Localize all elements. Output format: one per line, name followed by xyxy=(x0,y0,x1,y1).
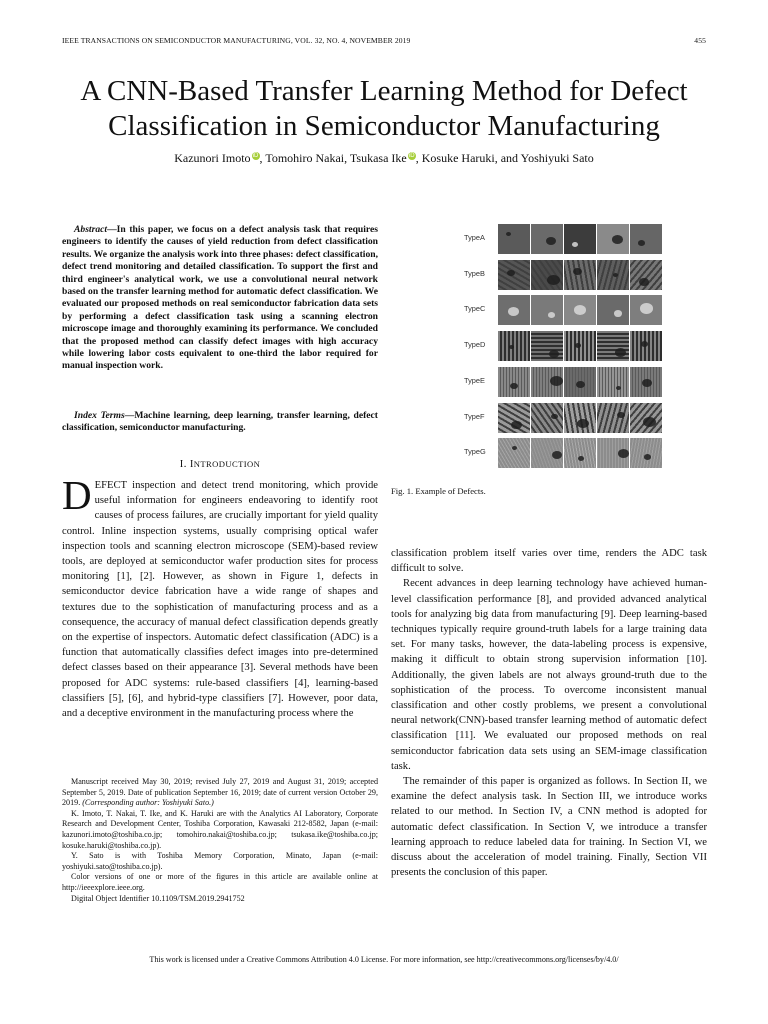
figure-row xyxy=(464,224,664,254)
defect-spot xyxy=(510,383,518,389)
footnote-dates: Manuscript received May 30, 2019; revised July 27, 2019 and August 31, 2019; accepted September 5, 2019. Date of publication September 16, 2019; date of current version October 29, 2019. xyxy=(62,777,378,808)
abstract-text: —In this paper, we focus on a defect analysis task that requires engineers to identify the causes of yield reduction from defect classification results. We organize the analysis work into three phases: defect classification, defect trend monitoring and detailed classification. To support the first and third engineer's analytical work, we use a convolutional neural network based on the transfer learning method for automatic defect classification. We evaluated our proposed methods on real semiconductor fabrication data sets by performing a defect classification task using a scanning electron microscope image and thoroughly examining its performance. We concluded that the proposed method can classify defect images with high accuracy while lowering labor costs equivalent to one-third the labor required for manual inspection work. xyxy=(62,224,378,372)
defect-image-tile xyxy=(630,260,662,290)
intro-paragraph xyxy=(62,472,378,721)
figure-tiles xyxy=(498,295,662,325)
defect-spot xyxy=(512,446,517,450)
defect-image-tile xyxy=(630,367,662,397)
defect-spot xyxy=(552,451,562,459)
defect-image-tile xyxy=(531,403,563,433)
defect-image-tile xyxy=(597,260,629,290)
index-terms-paragraph xyxy=(62,410,378,435)
defect-spot xyxy=(644,454,651,460)
defect-spot xyxy=(575,343,581,348)
orcid-icon[interactable]: iD xyxy=(252,153,259,159)
abstract xyxy=(62,224,378,373)
defect-image-tile xyxy=(630,224,662,254)
section-title-rest: NTRODUCTION xyxy=(193,459,261,469)
defect-image-tile xyxy=(531,331,563,361)
intro-first-word: EFECT xyxy=(94,480,127,491)
figure-row xyxy=(464,331,664,361)
paper-title xyxy=(40,74,728,144)
figure-row-label: TypeF xyxy=(464,411,485,421)
defect-spot xyxy=(550,376,563,386)
defect-spot xyxy=(509,345,514,349)
defect-spot xyxy=(577,419,589,429)
figure-row-label: TypeC xyxy=(464,304,486,314)
defect-spot xyxy=(643,417,656,427)
figure-row-label: TypeD xyxy=(464,340,486,350)
abstract-paragraph xyxy=(62,224,378,373)
defect-image-tile xyxy=(498,295,530,325)
section-title-first: I xyxy=(189,459,194,470)
defect-image-tile xyxy=(531,224,563,254)
defect-spot xyxy=(612,235,623,244)
drop-cap: D xyxy=(62,472,92,518)
figure-tiles xyxy=(498,438,662,468)
defect-image-tile xyxy=(498,331,530,361)
index-terms-text: —Machine learning, deep learning, transfer learning, defect classification, semiconductor manufacturing. xyxy=(62,410,378,434)
figure-tiles xyxy=(498,367,662,397)
defect-image-tile xyxy=(597,438,629,468)
figure-row xyxy=(464,260,664,290)
defect-image-tile xyxy=(564,438,596,468)
defect-spot xyxy=(642,379,652,387)
defect-image-tile xyxy=(630,438,662,468)
figure-defect-examples xyxy=(464,224,664,474)
defect-spot xyxy=(507,270,515,276)
defect-spot xyxy=(639,278,649,286)
defect-image-tile xyxy=(498,224,530,254)
footnote-affiliation: K. Imoto, T. Nakai, T. Ike, and K. Haruki are with the Analytics AI Laboratory, Corporate Research and Development Center, Toshiba Corporation, Kawasaki 212-8582, Japan (e-mail: kazunori.imoto@toshiba.co.jp; tomohiro.nakai@toshiba.co.jp; tsukasa.ike@toshiba.co.jp; kosuke.haruki@toshiba.co.jp). xyxy=(62,808,378,850)
running-header xyxy=(62,36,706,48)
figure-row-label: TypeE xyxy=(464,375,485,385)
figure-tiles xyxy=(498,224,662,254)
footnote-manuscript xyxy=(62,777,378,809)
defect-image-tile xyxy=(630,403,662,433)
defect-spot xyxy=(508,307,519,316)
defect-spot xyxy=(549,350,559,358)
author-imoto: Kazunori Imoto xyxy=(174,151,251,165)
section-heading-introduction xyxy=(62,459,378,470)
defect-spot xyxy=(618,449,629,458)
defect-image-tile xyxy=(564,403,596,433)
defect-image-tile xyxy=(531,260,563,290)
license-line: This work is licensed under a Creative Commons Attribution 4.0 License. For more information, see http://creativecommons.org/licenses/by/4.0/ xyxy=(149,955,619,964)
page-number: 455 xyxy=(694,36,706,45)
intro-text: inspection and detect trend monitoring, which provide useful information for engineers endeavoring to identify root causes of process failures, are crucially important for yield quality control. Inline inspection systems, usually comprising optical wafer inspection tools and scanning electron microscope (SEM)-based review tools, are deployed at semiconductor wafer production sites for process monitoring [1], [2]. However, as shown in Figure 1, defects in semiconductor device fabrication have a wide range of shapes and textures due to the sophistication of manufacturing process and as a consequence, the accuracy of manual defect classification depends greatly on the expertise of inspectors. Automatic defect classification (ADC) is a function that automatically classifies defect images into pre-determined defect classes based on their appearance [3]. Several methods have been proposed for ADC systems: rule-based classifiers [4], learning-based classifiers [5], [6], and hybrid-type classifiers [7]. However, poor data, and a deceptive environment in the manufacturing process where the xyxy=(62,480,378,720)
defect-image-tile xyxy=(498,403,530,433)
defect-spot xyxy=(638,240,645,246)
abstract-label: Abstract xyxy=(74,224,108,235)
title-line-1: A CNN-Based Transfer Learning Method for Defect xyxy=(80,75,688,107)
defect-image-tile xyxy=(630,331,662,361)
figure-row xyxy=(464,438,664,468)
defect-image-tile xyxy=(597,295,629,325)
defect-image-tile xyxy=(597,403,629,433)
paragraph-continuation: classification problem itself varies over time, renders the ADC task difficult to solve. xyxy=(391,548,707,575)
defect-spot xyxy=(547,275,560,285)
journal-line: IEEE TRANSACTIONS ON SEMICONDUCTOR MANUFACTURING, VOL. 32, NO. 4, NOVEMBER 2019 xyxy=(62,36,411,45)
footnotes xyxy=(62,777,378,904)
index-terms xyxy=(62,410,378,435)
defect-spot xyxy=(576,381,585,388)
defect-image-tile xyxy=(564,295,596,325)
defect-image-tile xyxy=(498,260,530,290)
footnote-color: Color versions of one or more of the figures in this article are available online at http://ieeexplore.ieee.org. xyxy=(62,872,378,892)
defect-spot xyxy=(614,310,622,316)
figure-row xyxy=(464,367,664,397)
defect-image-tile xyxy=(597,367,629,397)
figure-tiles xyxy=(498,331,662,361)
figure-row-label: TypeG xyxy=(464,447,486,457)
title-line-2: Classification in Semiconductor Manufacturing xyxy=(108,110,660,142)
introduction-body xyxy=(62,472,378,721)
defect-spot xyxy=(506,232,511,236)
author-list xyxy=(40,150,728,166)
figure-row-label: TypeA xyxy=(464,233,485,242)
paragraph-organization: The remainder of this paper is organized as follows. In Section II, we examine the defect analysis task. In Section III, we introduce works related to our method. In Section IV, a CNN method is adopted for automatic defect classification. In Section V, we introduce a transfer learning approach to reduce labeled data for training. In Section VI, we discuss about the acceleration of model training. Finally, Section VII presents the conclusion of this paper. xyxy=(391,776,707,879)
defect-spot xyxy=(616,386,621,390)
footnote-sato: Y. Sato is with Toshiba Memory Corporation, Minato, Japan (e-mail: yoshiyuki.sato@toshiba.co.jp). xyxy=(62,851,378,871)
defect-spot xyxy=(572,242,578,247)
defect-image-tile xyxy=(531,295,563,325)
defect-image-tile xyxy=(564,224,596,254)
defect-image-tile xyxy=(597,331,629,361)
figure-row xyxy=(464,403,664,433)
defect-spot xyxy=(574,305,586,315)
section-number: I. xyxy=(179,459,190,470)
defect-image-tile xyxy=(498,438,530,468)
defect-spot xyxy=(573,268,582,275)
defect-spot xyxy=(640,303,653,313)
defect-spot xyxy=(546,237,556,245)
defect-spot xyxy=(548,312,555,318)
defect-spot xyxy=(551,414,558,420)
figure-tiles xyxy=(498,403,662,433)
defect-spot xyxy=(613,273,618,277)
index-terms-label: Index Terms xyxy=(74,410,125,421)
defect-image-tile xyxy=(531,367,563,397)
defect-spot xyxy=(641,341,648,347)
footnote-corresponding: (Corresponding author: Yoshiyuki Sato.) xyxy=(80,798,214,808)
defect-spot xyxy=(617,412,625,418)
defect-image-tile xyxy=(564,367,596,397)
figure-tiles xyxy=(498,260,662,290)
orcid-icon[interactable]: iD xyxy=(408,153,415,159)
paragraph-deep-learning: Recent advances in deep learning technology have achieved human-level classification performance [8], and provided advanced analytical tools for analyzing big data from manufacturing [9]. Deep learning-based techniques typically require ground-truth labels for a large training data set. For many tasks, however, the data-labeling process is expensive, making it difficult to obtain strong supervision information [10]. Additionally, the given labels are not always ground-truth due to the sophistication of the process. To overcome inconsistent manual classification and other costly problems, we present a convolutional neural network(CNN)-based transfer learning method of automatic defect classification [11]. We evaluated our proposed methods on real semiconductor fabrication data sets using an SEM-image classification task. xyxy=(391,578,707,772)
author-nakai-ike: , Tomohiro Nakai, Tsukasa Ike xyxy=(259,151,407,165)
defect-image-tile xyxy=(564,331,596,361)
defect-spot xyxy=(578,456,584,461)
author-haruki-sato: , Kosuke Haruki, and Yoshiyuki Sato xyxy=(415,151,594,165)
defect-spot xyxy=(511,421,522,430)
defect-image-tile xyxy=(531,438,563,468)
figure-row xyxy=(464,295,664,325)
right-column-text xyxy=(391,546,707,880)
figure-caption: Fig. 1. Example of Defects. xyxy=(391,486,486,496)
defect-image-tile xyxy=(597,224,629,254)
figure-row-label: TypeB xyxy=(464,268,485,278)
defect-image-tile xyxy=(564,260,596,290)
defect-spot xyxy=(615,348,626,357)
defect-image-tile xyxy=(630,295,662,325)
defect-image-tile xyxy=(498,367,530,397)
footnote-doi: Digital Object Identifier 10.1109/TSM.2019.2941752 xyxy=(71,893,245,903)
